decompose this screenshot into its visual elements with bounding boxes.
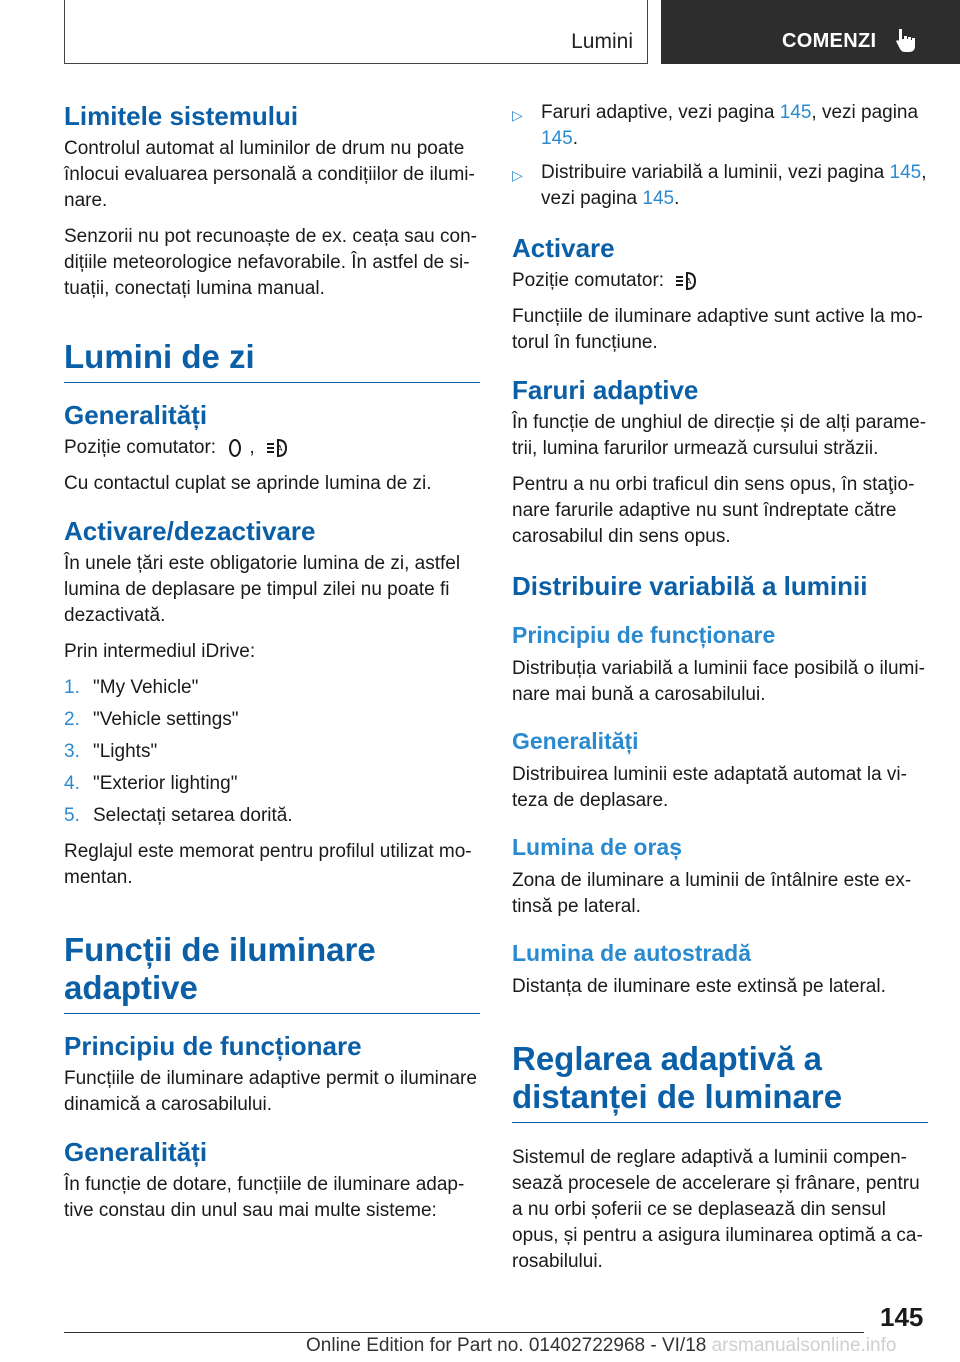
switch-position-line [64, 435, 480, 461]
switch-separator: , [249, 437, 255, 458]
idrive-steps-list [64, 675, 480, 829]
activation-paragraph-1: În unele țări este obligatorie lumina de zi, astfel lumina de deplasare pe timpul zilei nu poate fi dezactivată. [64, 553, 461, 626]
headlight-auto-icon [264, 436, 290, 460]
svg-text:A: A [276, 443, 283, 453]
activation-heading: Activare/dezactivare [64, 516, 316, 546]
daytime-lights-text: Cu contactul cuplat se aprinde lumina de zi. [64, 473, 432, 494]
list-item: ▷ Distribuire variabilă a luminii, vezi pagina 145, vezi pagina 145. [512, 160, 928, 212]
activation-text-right: Funcțiile de iluminare adaptive sunt active la motorul în funcțiune. [512, 306, 923, 353]
switch-position-label: Poziție comutator: [64, 437, 217, 458]
range-control-paragraph: Sistemul de reglare adaptivă a luminii compensează procesele de accelerare și frânare, pentru a nu orbi șoferii ce se deplasează din sensul opus, și pentru a asigura iluminarea optimă a carosabilului. [512, 1147, 923, 1272]
page-link[interactable]: 145 [779, 102, 812, 123]
section-divider [512, 1122, 928, 1123]
limits-heading: Limitele sistemului [64, 101, 299, 131]
highway-light-paragraph: Distanța de iluminare este extinsă pe lateral. [512, 976, 886, 997]
bullet-triangle-icon: ▷ [512, 107, 523, 123]
footer-edition-text: Online Edition for Part no. 01402722968 - VI/18 [306, 1335, 707, 1356]
principle-paragraph: Funcțiile de iluminare adaptive permit o iluminare dinamică a carosabilului. [64, 1068, 477, 1115]
list-item: 3. "Lights" [64, 741, 158, 762]
svg-text:A: A [686, 276, 692, 286]
principle-heading: Principiu de funcționare [64, 1031, 362, 1061]
highway-light-heading: Lumina de autostradă [512, 940, 751, 966]
bullet-triangle-icon: ▷ [512, 167, 523, 183]
activation-heading-right: Activare [512, 233, 615, 263]
section-divider [64, 1013, 480, 1014]
left-column [64, 100, 480, 1234]
list-item: 4. "Exterior lighting" [64, 773, 238, 794]
distribution-principle-paragraph: Distribuția variabilă a luminii face posibilă o iluminare mai bună a carosabilului. [512, 658, 925, 705]
page-link[interactable]: 145 [541, 128, 573, 149]
list-item: ▷ Faruri adaptive, vezi pagina 145, vezi pagina 145. [512, 100, 928, 152]
list-item: 1. "My Vehicle" [64, 677, 199, 698]
adaptive-functions-heading: Funcții de iluminare adaptive [64, 931, 376, 1006]
footer-divider [64, 1332, 864, 1333]
header-section-title: Lumini [571, 30, 633, 53]
limits-paragraph-1: Controlul automat al luminilor de drum nu poate înlocui evaluarea personală a condițiilor de iluminare. [64, 138, 475, 211]
general-heading: Generalități [64, 400, 208, 430]
headlight-auto-icon [673, 269, 699, 293]
footer-edition [306, 1335, 896, 1357]
adaptive-headlights-paragraph-2: Pentru a nu orbi traficul din sens opus, în staţionare farurile adaptive nu sunt îndreptate către carosabilul din sens opus. [512, 474, 915, 547]
switch-position-line-right: Poziție comutator: A [512, 268, 928, 294]
right-column [512, 100, 928, 1285]
list-item: 5. Selectați setarea dorită. [64, 805, 293, 826]
watermark-text: arsmanualsonline.info [711, 1335, 897, 1356]
adaptive-headlights-heading: Faruri adaptive [512, 375, 699, 405]
daytime-lights-heading: Lumini de zi [64, 338, 255, 375]
systems-bullet-list [512, 100, 928, 212]
adaptive-headlights-paragraph-1: În funcție de unghiul de direcție și de alți parametrii, lumina farurilor urmează cursului străzii. [512, 412, 927, 459]
limits-paragraph-2: Senzorii nu pot recunoaște de ex. ceața sau condițiile meteorologice nefavorabile. În astfel de situații, conectați lumina manual. [64, 226, 477, 299]
pointing-hand-icon [893, 26, 921, 54]
general-paragraph-2: În funcție de dotare, funcțiile de iluminare adaptive constau din unul sau mai multe sisteme: [64, 1174, 465, 1221]
list-item: 2. "Vehicle settings" [64, 709, 239, 730]
city-light-paragraph: Zona de iluminare a luminii de întâlnire este extinsă pe lateral. [512, 870, 912, 917]
activation-paragraph-3: Reglajul este memorat pentru profilul utilizat momentan. [64, 841, 472, 888]
page-link[interactable]: 145 [889, 162, 922, 183]
city-light-heading: Lumina de oraș [512, 834, 682, 860]
distribution-general-paragraph: Distribuirea luminii este adaptată automat la viteza de deplasare. [512, 764, 907, 811]
general-heading-2: Generalități [64, 1137, 208, 1167]
page-number: 145 [880, 1302, 924, 1332]
section-divider [64, 382, 480, 383]
distribution-principle-heading: Principiu de funcționare [512, 622, 776, 648]
page-link[interactable]: 145 [642, 188, 675, 209]
distribution-general-heading: Generalități [512, 728, 639, 754]
activation-paragraph-2: Prin intermediul iDrive: [64, 641, 256, 662]
header-chapter-title: COMENZI [782, 30, 877, 52]
variable-distribution-heading: Distribuire variabilă a luminii [512, 571, 868, 601]
light-switch-zero-icon [225, 436, 245, 460]
header-section-box [64, 0, 648, 64]
range-control-heading: Reglarea adaptivă a distanței de luminare [512, 1040, 843, 1115]
